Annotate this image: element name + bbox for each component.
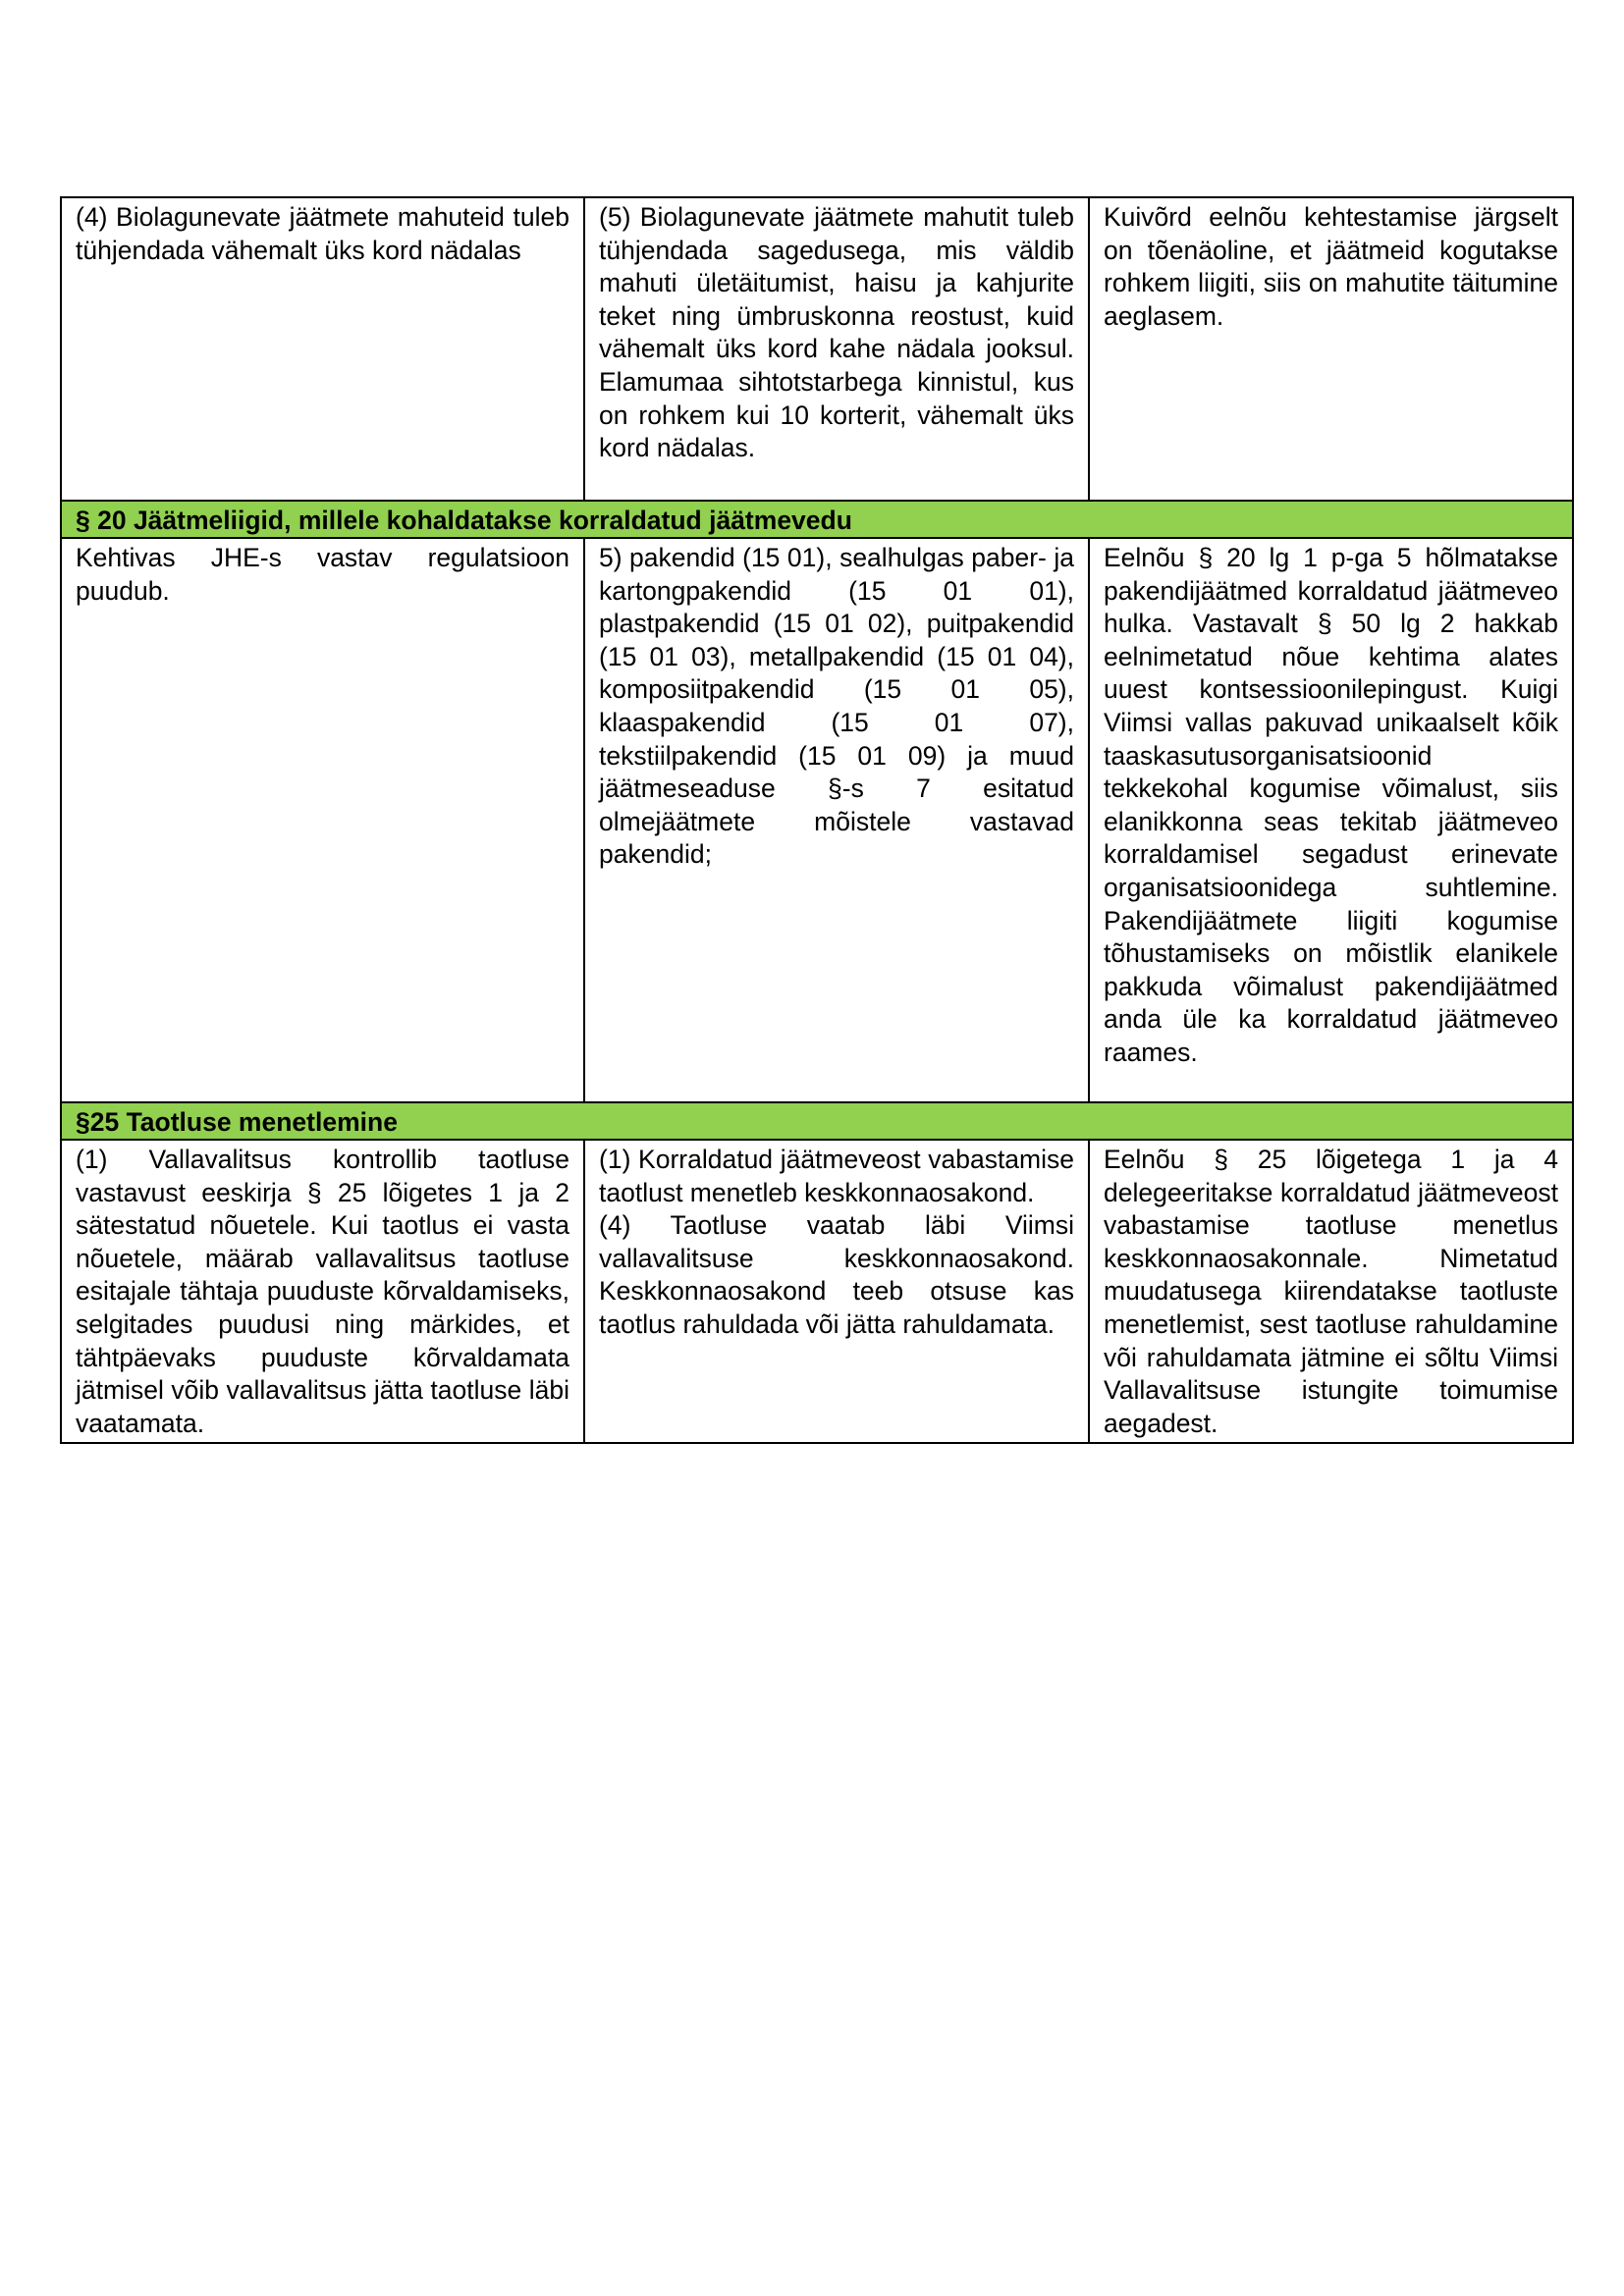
table-row	[61, 1140, 1573, 1443]
comparison-table	[60, 196, 1574, 1444]
cell-text: Kuivõrd eelnõu kehtestamise järgselt on tõenäoline, et jäätmeid kogutakse rohkem liigiti, siis on mahutite täitumine aeglasem.	[1104, 202, 1558, 331]
table-row	[61, 197, 1573, 501]
current-regulation-cell	[61, 197, 584, 501]
section-title: §25 Taotluse menetlemine	[61, 1102, 1573, 1140]
cell-text: Kehtivas JHE-s vastav regulatsioon puudub.	[76, 543, 569, 606]
cell-text: Eelnõu § 25 lõigetega 1 ja 4 delegeeritakse korraldatud jäätmeveost vabastamise taotluse menetlus keskkonnaosakonnale. Nimetatud muudatusega kiirendatakse taotluste menetlemist, sest taotluse rahuldamine või rahuldamata jätmine ei sõltu Viimsi Vallavalitsuse istungite toimumise aegadest.	[1104, 1145, 1558, 1438]
section-header-row	[61, 501, 1573, 538]
draft-regulation-cell	[584, 538, 1089, 1102]
table-row	[61, 538, 1573, 1102]
cell-text: 5) pakendid (15 01), sealhulgas paber- ja kartongpakendid (15 01 01), plastpakendid (15 01 02), puitpakendid (15 01 03), metallpakendid (15 01 04), komposiitpakendid (15 01 05), klaaspakendid (15 01 07), tekstiilpakendid (15 01 09) ja muud jäätmeseaduse §-s 7 esitatud olmejäätmete mõistele vastavad pakendid;	[599, 543, 1074, 870]
draft-regulation-cell	[584, 197, 1089, 501]
explanation-cell	[1089, 538, 1573, 1102]
section-header-row	[61, 1102, 1573, 1140]
cell-text: (1) Vallavalitsus kontrollib taotluse vastavust eeskirja § 25 lõigetes 1 ja 2 sätestatud nõuetele. Kui taotlus ei vasta nõuetele, määrab vallavalitsus taotluse esitajale tähtaja puuduste kõrvaldamiseks, selgitades puudusi ning märkides, et tähtpäevaks puuduste kõrvaldamata jätmisel võib vallavalitsus jätta taotluse läbi vaatamata.	[76, 1145, 569, 1438]
cell-text: (4) Biolagunevate jäätmete mahuteid tuleb tühjendada vähemalt üks kord nädalas	[76, 202, 569, 265]
section-title: § 20 Jäätmeliigid, millele kohaldatakse korraldatud jäätmevedu	[61, 501, 1573, 538]
current-regulation-cell	[61, 538, 584, 1102]
explanation-cell	[1089, 197, 1573, 501]
cell-text: Eelnõu § 20 lg 1 p-ga 5 hõlmatakse pakendijäätmed korraldatud jäätmeveo hulka. Vastavalt § 50 lg 2 hakkab eelnimetatud nõue kehtima alates uuest kontsessioonilepingust. Kuigi Viimsi vallas pakuvad unikaalselt kõik taaskasutusorganisatsioonid tekkekohal kogumise võimalust, siis elanikkonna seas tekitab jäätmeveo korraldamisel segadust erinevate organisatsioonidega suhtlemine. Pakendijäätmete liigiti kogumise tõhustamiseks on mõistlik elanikele pakkuda võimalust pakendijäätmed anda üle ka korraldatud jäätmeveo raames.	[1104, 543, 1558, 1067]
current-regulation-cell	[61, 1140, 584, 1443]
cell-text: (5) Biolagunevate jäätmete mahutit tuleb tühjendada sagedusega, mis väldib mahuti ületäitumist, haisu ja kahjurite teket ning ümbruskonna reostust, kuid vähemalt üks kord kahe nädala jooksul. Elamumaa sihtotstarbega kinnistul, kus on rohkem kui 10 korterit, vähemalt üks kord nädalas.	[599, 202, 1074, 463]
cell-paragraph: (4) Taotluse vaatab läbi Viimsi vallavalitsuse keskkonnaosakond. Keskkonnaosakond teeb otsuse kas taotlus rahuldada või jätta rahuldamata.	[599, 1210, 1074, 1339]
explanation-cell	[1089, 1140, 1573, 1443]
cell-paragraph: (1) Korraldatud jäätmeveost vabastamise taotlust menetleb keskkonnaosakond.	[599, 1145, 1074, 1207]
draft-regulation-cell	[584, 1140, 1089, 1443]
